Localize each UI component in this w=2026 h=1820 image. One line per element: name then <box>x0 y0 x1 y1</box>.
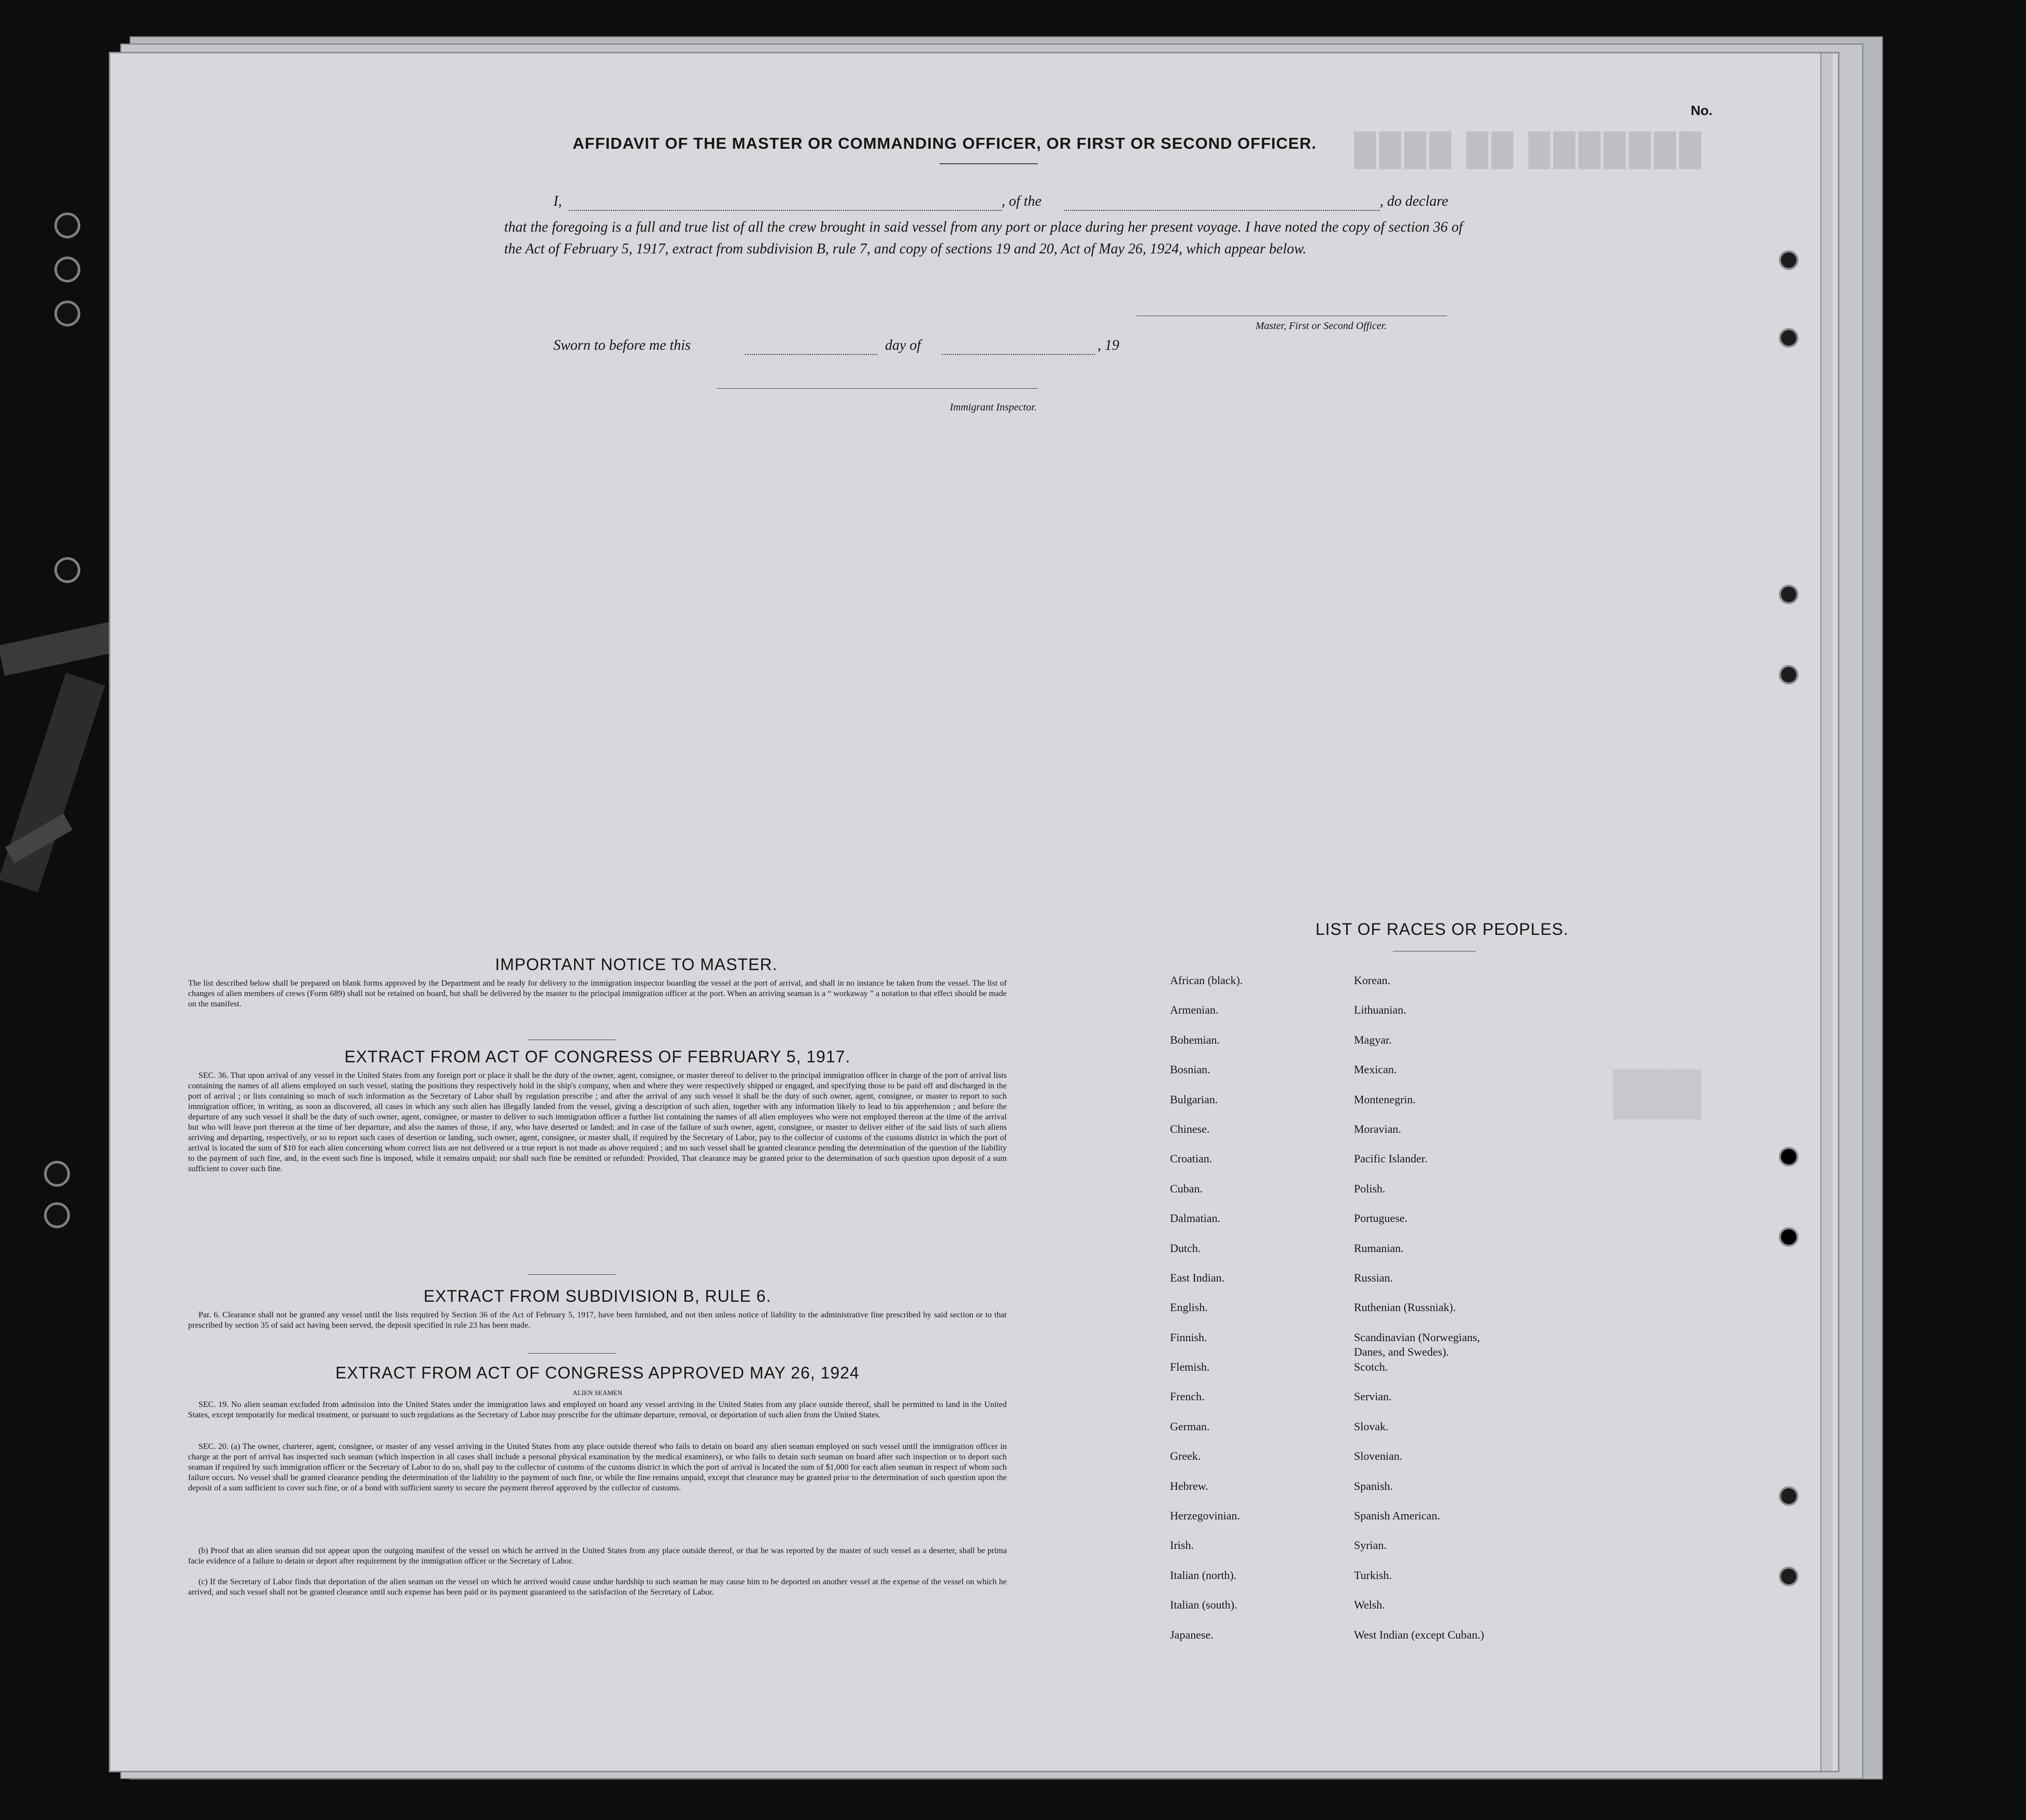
bleed-through: ████ ██ ███████ <box>1354 132 1704 166</box>
race-item: Herzegovinian. <box>1170 1509 1240 1523</box>
sec20b-body: (b) Proof that an alien seaman did not appear upon the outgoing manifest of the vessel on which he arrived in the United States from any place outside thereof, or that he was reported by the master of such vessel as a deserter, shall be prima facie evidence of a failure to detain or deport after requirement by the immigration officer or the Secretary of Labor. <box>188 1546 1007 1566</box>
race-item: Korean. <box>1354 974 1391 987</box>
race-item: East Indian. <box>1170 1271 1225 1284</box>
rule6-body: Par. 6. Clearance shall not be granted any vessel until the lists required by Section 36 of the Act of February 5, 1917, have been furnished, and not then unless notice of liability to the administrative fine prescribed by said section or to that prescribed by section 35 of said act having been served, the deposit specified in rule 23 has been made. <box>188 1311 1007 1330</box>
sworn-day-of: day of <box>885 337 921 353</box>
form-sheet <box>109 52 1839 1772</box>
binder-hole <box>1779 328 1799 348</box>
extract-1917-body: SEC. 36. That upon arrival of any vessel in the United States from any foreign port or place it shall be the duty of the owner, agent, consignee, or master thereof to deliver to the principal immigration officer in charge of the port of arrival lists containing the names of all aliens employed on such vessel, stating the positions they respectively hold in the ship's company, when and where they were respectively shipped or engaged, and specifying those to be paid off and discharged in the port of arrival ; or lists containing so much of such information as the Secretary of Labor shall by regulation prescribe ; and after the arrival of any such vessel it shall be the duty of such owner, agent, consignee, or master to report to such immigration officer, in writing, as soon as discovered, all cases in which any such alien has illegally landed from the vessel, giving a description of such alien, together with any information likely to lead to his apprehension ; and before the departure of any such vessel it shall be the duty of such owner, agent, consignee, or master to deliver to such immigration officer a further list containing the names of all alien employees who were not employed thereon at the time of the arrival but who will leave port thereon at the time of her departure, and also the names of those, if any, who have deserted or landed; and in case of the failure of such owner, agent, consignee, or master to deliver either of the said lists of such aliens arriving and departing, respectively, or so to report such cases of desertion or landing, such owner, agent, consignee, or master shall, if required by the Secretary of Labor, pay to the collector of customs of the customs district in which the port of arrival is located the sum of $10 for each alien concerning whom correct lists are not delivered or a true report is not made as above required ; and no such vessel shall be granted clearance pending the determination of the question of the liability to the payment of such fine, and, in the event such fine is imposed, while it remains unpaid; nor shall such fine be remitted or refunded: Provided, That clearance may be granted prior to the determination of such question upon deposit of a sum sufficient to cover such fine. <box>188 1071 1007 1173</box>
race-item: Montenegrin. <box>1354 1092 1416 1106</box>
extract-1924-subtitle: ALIEN SEAMEN <box>573 1389 622 1397</box>
race-item: Portuguese. <box>1354 1212 1408 1225</box>
binder-hole <box>1779 1486 1799 1506</box>
notice-title: IMPORTANT NOTICE TO MASTER. <box>495 955 778 974</box>
title-divider <box>939 163 1038 164</box>
race-item: Bulgarian. <box>1170 1092 1218 1106</box>
race-item: Russian. <box>1354 1271 1393 1284</box>
race-item: Scandinavian (Norwegians, Danes, and Swedes). <box>1354 1330 1480 1358</box>
sheet-right-edge <box>1820 53 1833 1771</box>
month-blank <box>942 354 1095 355</box>
race-item: Greek. <box>1170 1449 1201 1463</box>
race-item: Servian. <box>1354 1390 1392 1403</box>
race-item: Bohemian. <box>1170 1033 1220 1046</box>
race-item: African (black). <box>1170 974 1243 987</box>
race-item: French. <box>1170 1390 1205 1403</box>
sec20c-body: (c) If the Secretary of Labor finds that deportation of the alien seaman on the vessel on which he arrived would cause undue hardship to such seaman he may cause him to be deported on another vessel at the expense of the vessel on which he arrived, and such vessel shall not be granted clearance until such expense has been paid or its payment guaranteed to the satisfaction of the Secretary of Labor. <box>188 1577 1007 1597</box>
binder-hole <box>54 212 80 238</box>
races-right-column <box>1354 973 1644 1657</box>
race-item: German. <box>1170 1419 1210 1433</box>
affidavit-title: AFFIDAVIT OF THE MASTER OR COMMANDING OFFICER, OR FIRST OR SECOND OFFICER. <box>573 134 1317 152</box>
race-item: Bosnian. <box>1170 1063 1210 1076</box>
race-item: Japanese. <box>1170 1628 1214 1641</box>
race-item: Syrian. <box>1354 1539 1387 1552</box>
affidavit-i: I, <box>553 193 562 209</box>
race-item: Chinese. <box>1170 1122 1210 1135</box>
affidavit-body: that the foregoing is a full and true list of all the crew brought in said vessel from any port or place during her present voyage. I have noted the copy of section 36 of the Act of February 5, 1917, extract from subdivision B, rule 7, and copy of sections 19 and 20, Act of May 26, 1924, which appear below. <box>504 219 1463 257</box>
section-divider <box>527 1274 616 1275</box>
race-item: English. <box>1170 1301 1208 1314</box>
race-item: Scotch. <box>1354 1360 1388 1374</box>
extract-1924-title: EXTRACT FROM ACT OF CONGRESS APPROVED MAY 26, 1924 <box>335 1363 860 1382</box>
race-item: West Indian (except Cuban.) <box>1354 1628 1485 1641</box>
vessel-blank <box>1064 210 1380 211</box>
binder-hole <box>1779 1567 1799 1586</box>
name-blank <box>569 210 1002 211</box>
race-item: Armenian. <box>1170 1003 1219 1017</box>
race-item: Croatian. <box>1170 1152 1212 1165</box>
race-item: Magyar. <box>1354 1033 1392 1046</box>
binder-hole <box>44 1161 70 1187</box>
race-item: Mexican. <box>1354 1063 1397 1076</box>
race-item: Italian (north). <box>1170 1568 1237 1582</box>
day-blank <box>745 354 877 355</box>
binder-hole <box>54 257 80 282</box>
race-item: Dutch. <box>1170 1241 1201 1255</box>
races-left-column <box>1170 973 1367 1657</box>
affidavit-of-the: , of the <box>1002 193 1041 209</box>
affidavit-do-declare: , do declare <box>1380 193 1448 209</box>
sworn-text: Sworn to before me this <box>553 337 691 353</box>
race-item: Slovak. <box>1354 1419 1389 1433</box>
race-item: Cuban. <box>1170 1182 1203 1195</box>
sec19-body: SEC. 19. No alien seaman excluded from admission into the United States under the immigration laws and employed on board any vessel arriving in the United States from any place outside thereof, shall be permitted to land in the United States, except temporarily for medical treatment, or pursuant to such regulations as the Secretary of Labor may prescribe for the ultimate departure, removal, or deportation of such alien from the United States. <box>188 1400 1007 1419</box>
notice-body: The list described below shall be prepared on blank forms approved by the Department and be ready for delivery to the immigration inspector boarding the vessel at the port of arrival, and shall in no instance be taken from the vessel. The list of changes of alien members of crews (Form 689) shall not be retained on board, but shall be delivered by the master to the principal immigration officer at the port. When an arriving seaman is a “ workaway ” a notation to that effect should be made on the manifest. <box>188 979 1007 1008</box>
signature-caption: Master, First or Second Officer. <box>1255 320 1387 332</box>
race-item: Turkish. <box>1354 1568 1392 1582</box>
binder-hole <box>54 557 80 583</box>
inspector-caption: Immigrant Inspector. <box>950 402 1037 413</box>
extract-1917-title: EXTRACT FROM ACT OF CONGRESS OF FEBRUARY 5, 1917. <box>344 1047 851 1066</box>
race-item: Irish. <box>1170 1539 1194 1552</box>
race-item: Lithuanian. <box>1354 1003 1406 1017</box>
binder-hole <box>1779 250 1799 270</box>
binder-hole <box>1779 1147 1799 1167</box>
race-item: Flemish. <box>1170 1360 1210 1374</box>
inspector-line <box>717 388 1038 389</box>
race-item: Polish. <box>1354 1182 1386 1195</box>
race-item: Ruthenian (Russniak). <box>1354 1301 1456 1314</box>
race-item: Pacific Islander. <box>1354 1152 1428 1165</box>
bleed-through: ███ <box>1613 1070 1702 1116</box>
binder-hole <box>44 1202 70 1228</box>
sworn-year: , 19 <box>1097 337 1119 353</box>
race-item: Finnish. <box>1170 1330 1207 1344</box>
race-item: Hebrew. <box>1170 1479 1208 1492</box>
race-item: Spanish. <box>1354 1479 1393 1492</box>
races-title: LIST OF RACES OR PEOPLES. <box>1315 920 1569 939</box>
race-item: Spanish American. <box>1354 1509 1440 1523</box>
race-item: Dalmatian. <box>1170 1212 1221 1225</box>
race-item: Welsh. <box>1354 1598 1385 1612</box>
race-item: Rumanian. <box>1354 1241 1404 1255</box>
race-item: Slovenian. <box>1354 1449 1403 1463</box>
rule6-title: EXTRACT FROM SUBDIVISION B, RULE 6. <box>423 1287 772 1305</box>
race-item: Italian (south). <box>1170 1598 1237 1612</box>
binder-hole <box>1779 1227 1799 1247</box>
corner-mark: No. <box>1691 103 1713 118</box>
section-divider <box>527 1353 616 1354</box>
binder-hole <box>1779 585 1799 604</box>
binder-ribbon <box>0 620 126 676</box>
sec20a-body: SEC. 20. (a) The owner, charterer, agent, consignee, or master of any vessel arriving in the United States from any place outside thereof who fails to detain on board any alien seaman employed on such vessel until the immigration officer in charge at the port of arrival has inspected such seaman (which inspection in all cases shall include a personal physical examination by the medical examiners), or who fails to detain such seaman on board after such inspection or to deport such seaman if required by such immigration officer or the Secretary of Labor to do so, shall pay to the collector of customs of the customs district in which the port of arrival is located the sum of $1,000 for each alien seaman in respect of whom such failure occurs. No vessel shall be granted clearance pending the determination of the liability to the payment of such fine, or while the fine remains unpaid, except that clearance may be granted prior to the determination of such question upon the deposit of a sum sufficient to cover such fine, or of a bond with sufficient surety to secure the payment thereof approved by the collector of customs. <box>188 1442 1007 1492</box>
binder-hole <box>1779 665 1799 685</box>
race-item: Moravian. <box>1354 1122 1402 1135</box>
binder-hole <box>54 301 80 326</box>
